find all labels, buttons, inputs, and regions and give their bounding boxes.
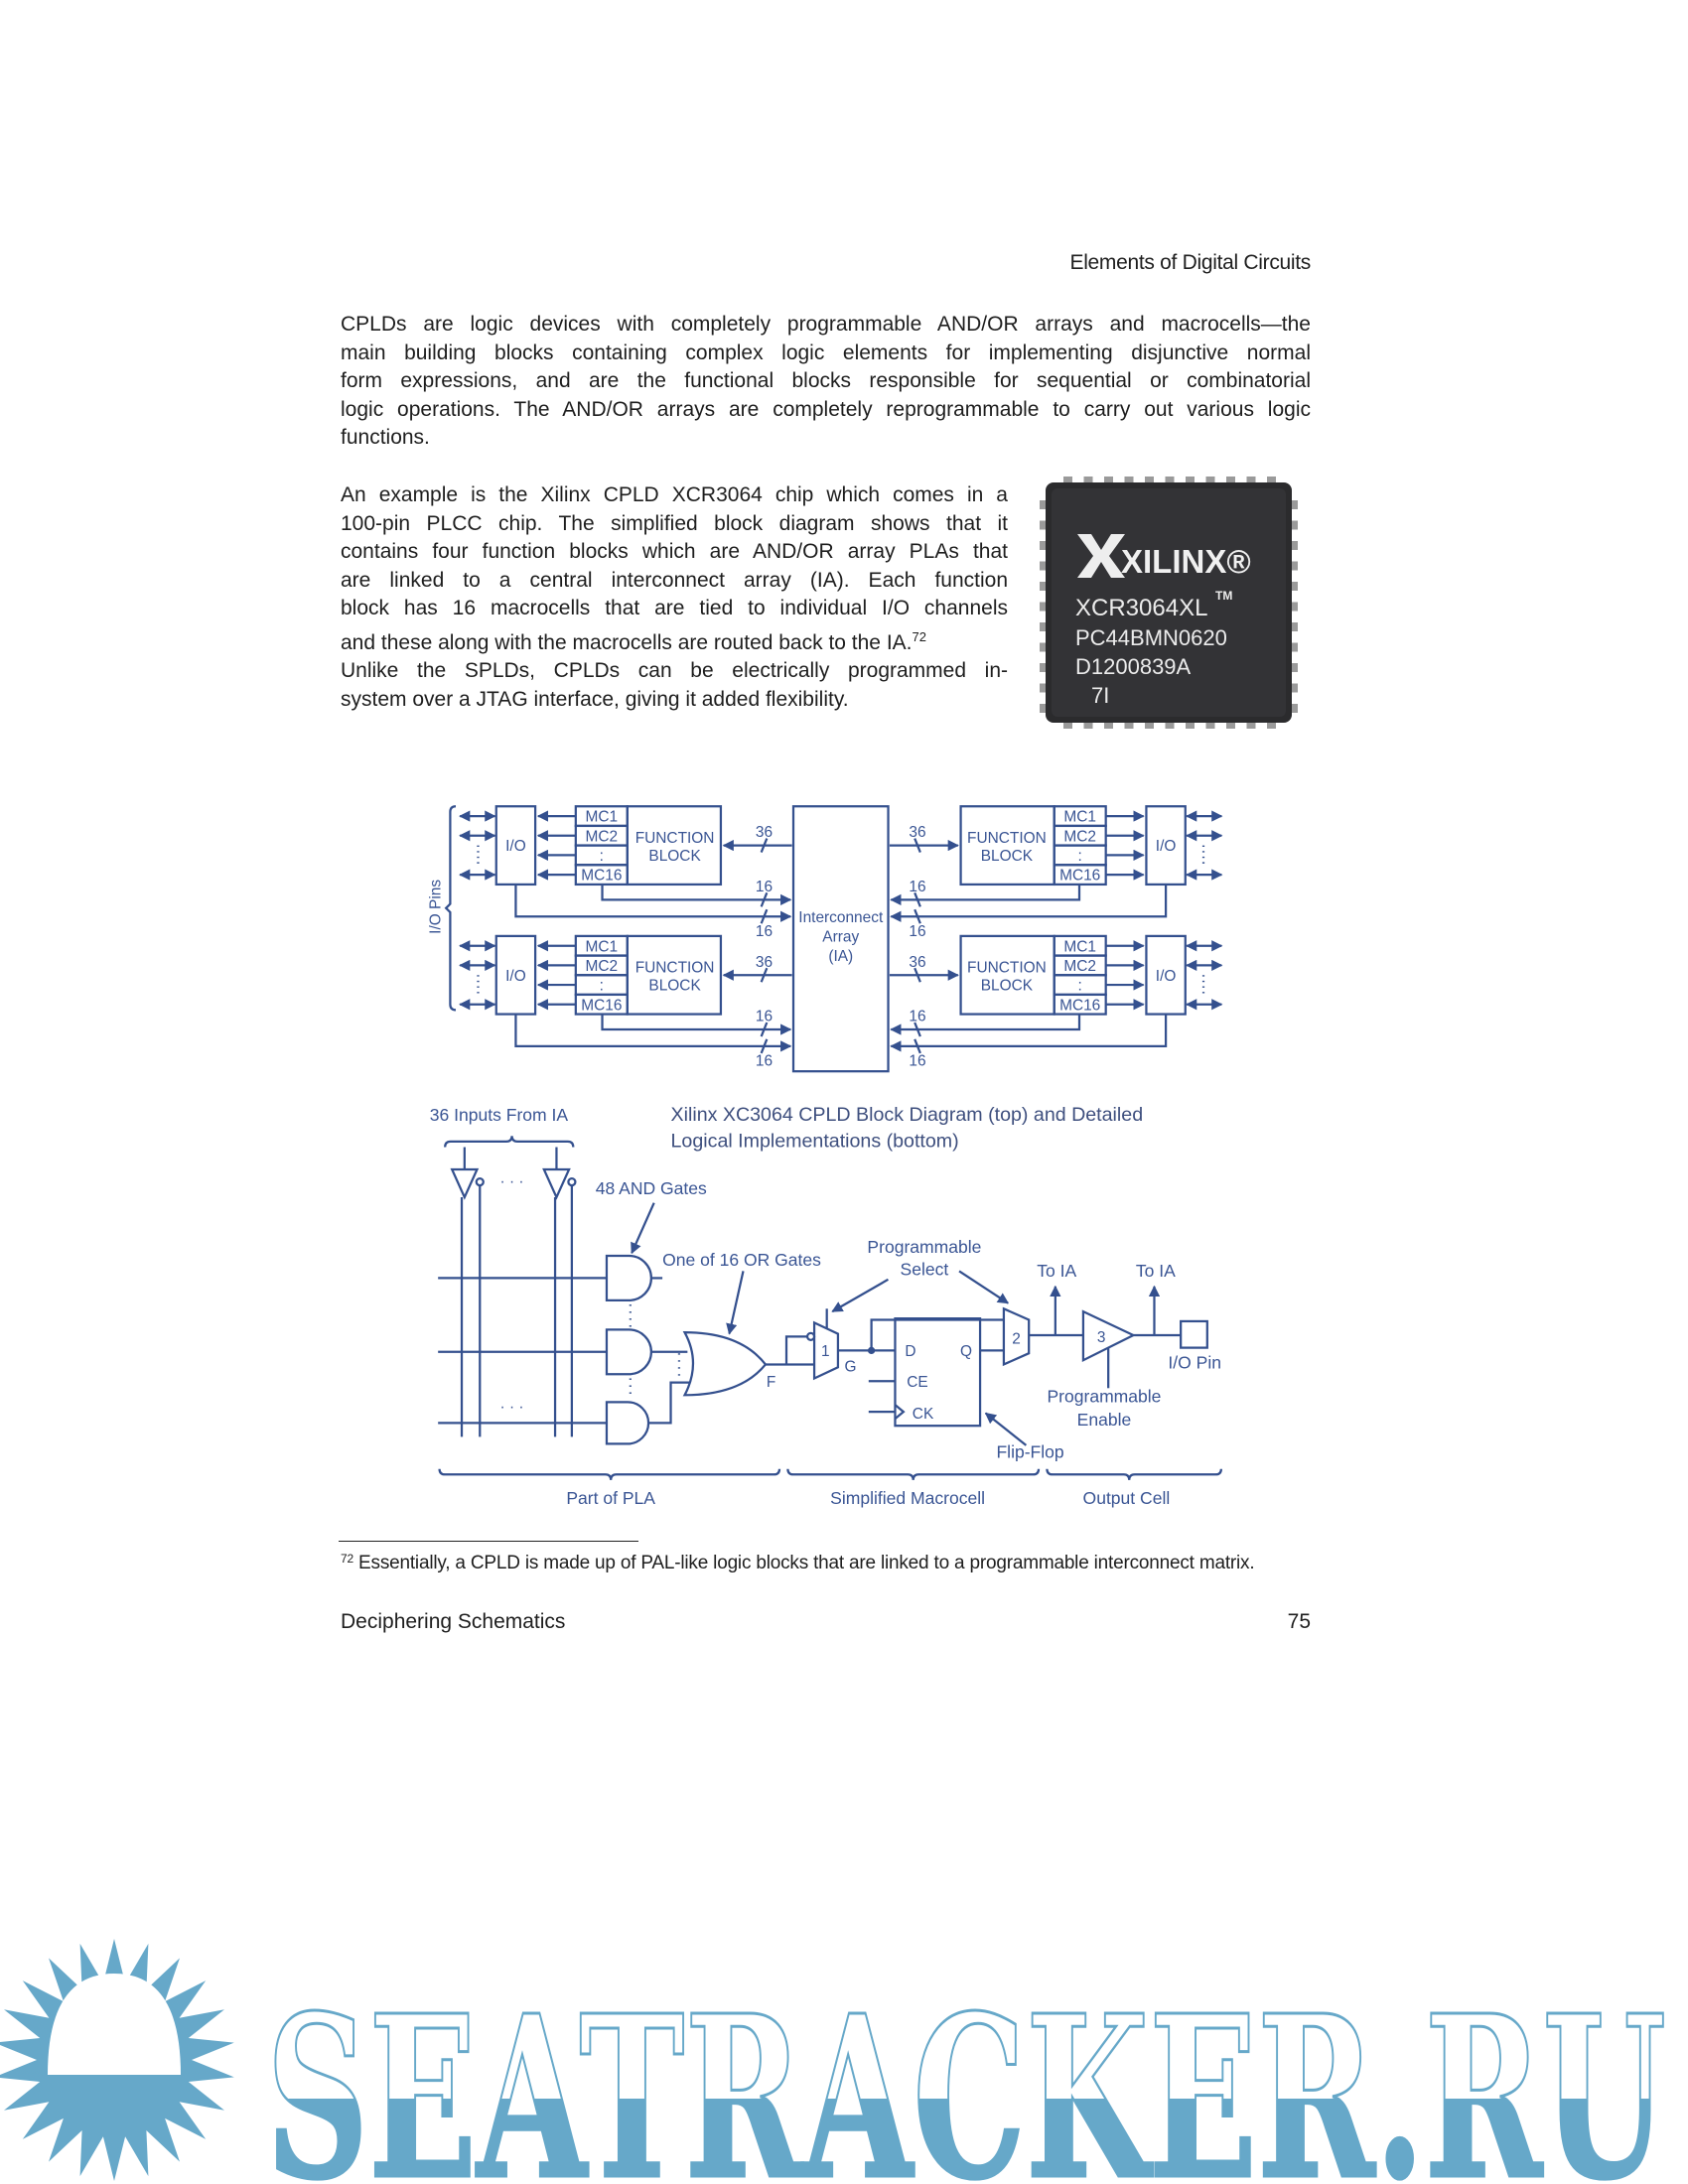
macrocell-label: MC2 <box>585 828 619 846</box>
programmable-select-line2: Select <box>900 1259 949 1280</box>
ia-label-line: Array <box>822 928 860 946</box>
footnote-number: 72 <box>341 1552 353 1566</box>
chip-part-number: XCR3064XL <box>1075 595 1208 621</box>
bus-16-label: 16 <box>909 922 926 940</box>
or-gates-label: One of 16 OR Gates <box>662 1249 821 1270</box>
paragraph-cpld-intro <box>341 311 1311 453</box>
macrocell-label: MC1 <box>585 938 619 956</box>
macrocell-logic-diagram <box>425 1097 1227 1515</box>
watermark-text: SEATRACKER.RU <box>266 1968 1666 2184</box>
ia-label-line: Interconnect <box>798 908 884 926</box>
text-line: form expressions, and are the functional blocks responsible for sequential or combinatorial <box>341 369 1311 392</box>
chip-code-3: 7I <box>1091 683 1110 708</box>
io-pin-box <box>1181 1321 1207 1348</box>
f-label: F <box>766 1373 776 1391</box>
function-block-label: BLOCK <box>980 977 1034 995</box>
io-pin-label: I/O Pin <box>1168 1352 1221 1373</box>
function-block-label: FUNCTION <box>634 829 715 847</box>
programmable-enable-line1: Programmable <box>1047 1386 1162 1407</box>
text-line: logic operations. The AND/OR arrays are completely reprogrammable to carry out various logic <box>341 397 1311 421</box>
callout-arrow <box>729 1271 743 1333</box>
macrocell-label: : <box>599 977 604 995</box>
seatracker-watermark <box>0 1936 1688 2184</box>
text-line: are linked to a central interconnect array (IA). Each function <box>341 568 1008 592</box>
footer-book-title: Deciphering Schematics <box>341 1610 566 1633</box>
ff-ce-label: CE <box>907 1373 928 1391</box>
macrocell-label: MC1 <box>1063 938 1096 956</box>
sun-logo-icon <box>0 1939 234 2181</box>
flip-flop-box <box>895 1318 980 1426</box>
footnote <box>341 1552 1254 1574</box>
text-line: Unlike the SPLDs, CPLDs can be electrically programmed in- <box>341 659 1008 682</box>
xilinx-chip-photo <box>1040 477 1298 729</box>
function-block-label: BLOCK <box>648 848 701 866</box>
function-block-group <box>460 806 791 940</box>
macrocell-label: MC2 <box>1063 958 1096 976</box>
text-line: contains four function blocks which are AND/OR array PLAs that <box>341 540 1008 563</box>
function-block-label: BLOCK <box>648 977 701 995</box>
text-line-content: and these along with the macrocells are routed back to the IA. <box>341 630 913 654</box>
text-line: 100-pin PLCC chip. The simplified block diagram shows that it <box>341 511 1008 535</box>
macrocell-label: : <box>599 848 604 866</box>
macrocell-label: MC16 <box>581 867 623 885</box>
macrocell-label: MC1 <box>585 808 619 826</box>
cpld-block-diagram <box>418 795 1227 1081</box>
bus-16-label: 16 <box>909 1008 926 1025</box>
and-gate-icon <box>438 1256 662 1300</box>
footnote-divider <box>339 1541 638 1542</box>
text-line: functions. <box>341 426 430 449</box>
macrocell-label: MC2 <box>585 958 619 976</box>
footnote-ref-link[interactable]: 72 <box>912 628 926 644</box>
function-block-group <box>890 936 1221 1070</box>
wire <box>872 1320 1004 1351</box>
text-line: An example is the Xilinx CPLD XCR3064 chip which comes in a <box>341 483 1008 506</box>
junction-dot <box>869 1348 874 1353</box>
callout-arrow <box>832 1280 888 1311</box>
flip-flop-label: Flip-Flop <box>996 1441 1064 1462</box>
inputs-label: 36 Inputs From IA <box>429 1104 569 1125</box>
and-gate-icon <box>438 1383 690 1444</box>
io-label: I/O <box>1155 838 1177 856</box>
text-line: main building blocks containing complex logic elements for implementing disjunctive normal <box>341 341 1311 364</box>
section-label-output-cell: Output Cell <box>1082 1487 1171 1508</box>
bus-16-label: 16 <box>755 1052 774 1070</box>
text-line: CPLDs are logic devices with completely programmable AND/OR arrays and macrocells—the <box>341 313 1311 336</box>
clock-triangle-icon <box>895 1405 903 1419</box>
io-label: I/O <box>1155 967 1177 985</box>
ellipsis: · · · <box>499 1172 524 1190</box>
wire <box>786 1336 807 1364</box>
ellipsis: · · · <box>499 1399 524 1417</box>
callout-arrow <box>632 1203 653 1254</box>
ff-q-label: Q <box>960 1343 973 1361</box>
chip-code-2: D1200839A <box>1075 654 1192 679</box>
ia-label-line: (IA) <box>828 948 854 966</box>
bus-16-label: 16 <box>755 922 774 940</box>
paragraph-xilinx-example <box>341 481 1008 714</box>
input-buffer-icon <box>452 1148 484 1437</box>
ff-ck-label: CK <box>912 1406 934 1424</box>
macrocell-label: MC16 <box>1059 997 1101 1015</box>
macrocell-label: MC2 <box>1063 828 1096 846</box>
mux-2-label: 2 <box>1012 1330 1021 1348</box>
bus-16-label: 16 <box>755 878 774 895</box>
figure-caption-line1: Xilinx XC3064 CPLD Block Diagram (top) and Detailed <box>670 1103 1144 1126</box>
input-buffer-icon <box>544 1148 576 1437</box>
chip-brand: XILINX® <box>1121 543 1251 580</box>
buffer-3-label: 3 <box>1096 1328 1106 1346</box>
callout-arrow <box>959 1271 1008 1302</box>
chip-tm: TM <box>1215 589 1233 603</box>
section-label-pla: Part of PLA <box>566 1487 656 1508</box>
bus-36-label: 36 <box>909 824 926 842</box>
and-gate-icon <box>438 1329 687 1374</box>
function-block-label: BLOCK <box>980 848 1034 866</box>
function-block-label: FUNCTION <box>967 959 1047 977</box>
macrocell-label: MC16 <box>581 997 623 1015</box>
function-block-group <box>460 936 791 1070</box>
io-label: I/O <box>505 967 526 985</box>
figure-caption-line2: Logical Implementations (bottom) <box>670 1130 959 1153</box>
running-title: Elements of Digital Circuits <box>1069 251 1311 274</box>
and-gates-label: 48 AND Gates <box>595 1178 707 1199</box>
to-ia-label: To IA <box>1037 1261 1077 1282</box>
bus-16-label: 16 <box>909 1052 926 1070</box>
inputs-brace <box>445 1136 573 1147</box>
bus-36-label: 36 <box>755 953 774 971</box>
ff-d-label: D <box>905 1343 916 1361</box>
bus-16-label: 16 <box>909 878 926 895</box>
macrocell-label: MC16 <box>1059 867 1101 885</box>
io-label: I/O <box>505 838 526 856</box>
macrocell-label: MC1 <box>1063 808 1096 826</box>
to-ia-label: To IA <box>1135 1261 1176 1282</box>
macrocell-label: : <box>1077 977 1082 995</box>
chip-code-1: PC44BMN0620 <box>1075 625 1227 650</box>
text-line: block has 16 macrocells that are tied to individual I/O channels <box>341 597 1008 619</box>
bus-36-label: 36 <box>755 824 774 842</box>
text-line: system over a JTAG interface, giving it added flexibility. <box>341 687 849 711</box>
footnote-text: Essentially, a CPLD is made up of PAL-like logic blocks that are linked to a programmable interconnect matrix. <box>358 1553 1255 1573</box>
page-number: 75 <box>1287 1610 1311 1633</box>
bus-36-label: 36 <box>909 953 926 971</box>
programmable-enable-line2: Enable <box>1076 1410 1132 1431</box>
callout-arrow <box>986 1414 1027 1445</box>
macrocell-label: : <box>1077 848 1082 866</box>
brace-macrocell <box>787 1469 1039 1480</box>
function-block-label: FUNCTION <box>634 959 715 977</box>
programmable-select-line1: Programmable <box>867 1237 982 1258</box>
brace-pla <box>440 1469 779 1480</box>
g-label: G <box>844 1358 857 1376</box>
function-block-label: FUNCTION <box>967 829 1047 847</box>
text-line <box>341 623 1008 658</box>
function-block-group <box>890 806 1221 940</box>
mux-1-label: 1 <box>821 1343 830 1361</box>
bus-16-label: 16 <box>755 1008 774 1025</box>
brace-output-cell <box>1047 1469 1220 1480</box>
or-gate-icon <box>685 1332 766 1395</box>
io-pins-label: I/O Pins <box>427 879 445 934</box>
section-label-macrocell: Simplified Macrocell <box>830 1487 986 1508</box>
io-pins-bracket <box>446 806 456 1010</box>
